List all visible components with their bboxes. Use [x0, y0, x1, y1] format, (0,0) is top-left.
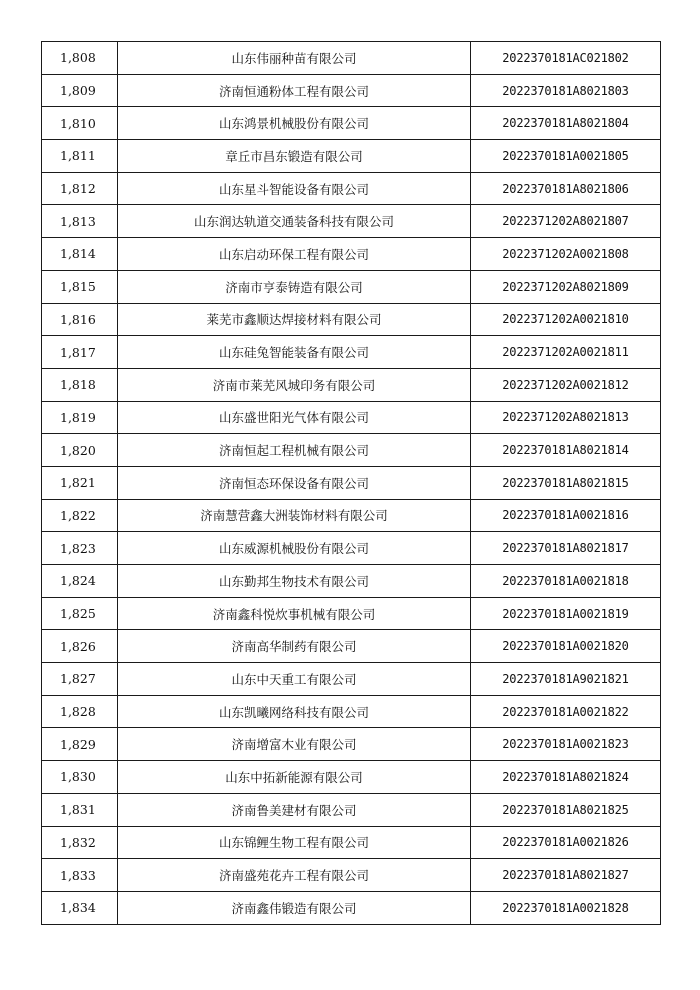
row-number-cell: 1,832 [42, 826, 118, 859]
registration-code-cell: 2022370181A8021817 [471, 532, 661, 565]
table-row [42, 42, 661, 75]
registration-code-cell: 2022370181A8021815 [471, 466, 661, 499]
table-row [42, 826, 661, 859]
table-row [42, 859, 661, 892]
table-row [42, 172, 661, 205]
company-name-cell: 山东勤邦生物技术有限公司 [118, 565, 471, 598]
row-number-cell: 1,834 [42, 891, 118, 924]
row-number-cell: 1,813 [42, 205, 118, 238]
row-number-cell: 1,833 [42, 859, 118, 892]
company-name-cell: 济南鑫伟锻造有限公司 [118, 891, 471, 924]
company-name-cell: 山东威源机械股份有限公司 [118, 532, 471, 565]
row-number-cell: 1,831 [42, 793, 118, 826]
table-row [42, 238, 661, 271]
row-number-cell: 1,830 [42, 761, 118, 794]
registration-code-cell: 2022370181A0021805 [471, 140, 661, 173]
registration-code-cell: 2022370181A8021814 [471, 434, 661, 467]
registration-code-cell: 2022370181A8021827 [471, 859, 661, 892]
row-number-cell: 1,811 [42, 140, 118, 173]
registration-code-cell: 2022371202A8021809 [471, 270, 661, 303]
table-row [42, 368, 661, 401]
table-row [42, 74, 661, 107]
registration-code-cell: 2022370181A8021806 [471, 172, 661, 205]
registration-code-cell: 2022371202A0021808 [471, 238, 661, 271]
company-name-cell: 济南恒通粉体工程有限公司 [118, 74, 471, 107]
table-row [42, 270, 661, 303]
company-name-cell: 山东润达轨道交通装备科技有限公司 [118, 205, 471, 238]
registration-code-cell: 2022370181A0021820 [471, 630, 661, 663]
row-number-cell: 1,826 [42, 630, 118, 663]
registration-code-cell: 2022370181A8021803 [471, 74, 661, 107]
company-name-cell: 济南慧营鑫大洲装饰材料有限公司 [118, 499, 471, 532]
row-number-cell: 1,828 [42, 695, 118, 728]
registration-code-cell: 2022370181A9021821 [471, 663, 661, 696]
registration-code-cell: 2022370181A0021818 [471, 565, 661, 598]
company-name-cell: 济南恒态环保设备有限公司 [118, 466, 471, 499]
row-number-cell: 1,829 [42, 728, 118, 761]
table-row [42, 532, 661, 565]
company-name-cell: 山东锦鲤生物工程有限公司 [118, 826, 471, 859]
company-name-cell: 山东盛世阳光气体有限公司 [118, 401, 471, 434]
registration-code-cell: 2022370181A0021819 [471, 597, 661, 630]
row-number-cell: 1,808 [42, 42, 118, 75]
registration-code-cell: 2022371202A0021810 [471, 303, 661, 336]
row-number-cell: 1,814 [42, 238, 118, 271]
row-number-cell: 1,822 [42, 499, 118, 532]
table-row [42, 793, 661, 826]
table-row [42, 205, 661, 238]
row-number-cell: 1,810 [42, 107, 118, 140]
row-number-cell: 1,819 [42, 401, 118, 434]
table-row [42, 891, 661, 924]
table-row [42, 401, 661, 434]
company-name-cell: 济南增富木业有限公司 [118, 728, 471, 761]
row-number-cell: 1,816 [42, 303, 118, 336]
table-row [42, 434, 661, 467]
company-name-cell: 山东硅兔智能装备有限公司 [118, 336, 471, 369]
company-name-cell: 章丘市昌东锻造有限公司 [118, 140, 471, 173]
company-name-cell: 山东星斗智能设备有限公司 [118, 172, 471, 205]
company-name-cell: 济南鲁美建材有限公司 [118, 793, 471, 826]
registration-code-cell: 2022370181A0021828 [471, 891, 661, 924]
row-number-cell: 1,823 [42, 532, 118, 565]
registration-code-cell: 2022370181A8021824 [471, 761, 661, 794]
row-number-cell: 1,824 [42, 565, 118, 598]
company-name-cell: 济南市亨泰铸造有限公司 [118, 270, 471, 303]
table-row [42, 565, 661, 598]
registration-code-cell: 2022370181AC021802 [471, 42, 661, 75]
company-name-cell: 济南市莱芜风城印务有限公司 [118, 368, 471, 401]
registration-code-cell: 2022371202A0021812 [471, 368, 661, 401]
table-body [42, 42, 661, 925]
registration-code-cell: 2022370181A0021823 [471, 728, 661, 761]
table-row [42, 107, 661, 140]
table-row [42, 663, 661, 696]
table-row [42, 499, 661, 532]
row-number-cell: 1,827 [42, 663, 118, 696]
company-name-cell: 山东中拓新能源有限公司 [118, 761, 471, 794]
table-row [42, 695, 661, 728]
company-name-cell: 山东启动环保工程有限公司 [118, 238, 471, 271]
registration-code-cell: 2022370181A0021822 [471, 695, 661, 728]
row-number-cell: 1,825 [42, 597, 118, 630]
registration-code-cell: 2022370181A0021816 [471, 499, 661, 532]
company-name-cell: 济南盛苑花卉工程有限公司 [118, 859, 471, 892]
row-number-cell: 1,818 [42, 368, 118, 401]
company-name-cell: 济南鑫科悦炊事机械有限公司 [118, 597, 471, 630]
registration-code-cell: 2022370181A8021825 [471, 793, 661, 826]
row-number-cell: 1,815 [42, 270, 118, 303]
table-row [42, 303, 661, 336]
registration-code-cell: 2022370181A8021804 [471, 107, 661, 140]
table-row [42, 597, 661, 630]
company-name-cell: 山东鸿景机械股份有限公司 [118, 107, 471, 140]
company-list-table [41, 41, 661, 925]
company-list-table-container [41, 41, 658, 925]
company-name-cell: 山东中天重工有限公司 [118, 663, 471, 696]
table-row [42, 630, 661, 663]
table-row [42, 336, 661, 369]
row-number-cell: 1,821 [42, 466, 118, 499]
company-name-cell: 济南高华制药有限公司 [118, 630, 471, 663]
registration-code-cell: 2022371202A8021807 [471, 205, 661, 238]
registration-code-cell: 2022371202A8021813 [471, 401, 661, 434]
company-name-cell: 山东凯曦网络科技有限公司 [118, 695, 471, 728]
company-name-cell: 济南恒起工程机械有限公司 [118, 434, 471, 467]
row-number-cell: 1,812 [42, 172, 118, 205]
table-row [42, 761, 661, 794]
registration-code-cell: 2022370181A0021826 [471, 826, 661, 859]
company-name-cell: 莱芜市鑫顺达焊接材料有限公司 [118, 303, 471, 336]
row-number-cell: 1,817 [42, 336, 118, 369]
company-name-cell: 山东伟丽种苗有限公司 [118, 42, 471, 75]
table-row [42, 728, 661, 761]
table-row [42, 466, 661, 499]
table-row [42, 140, 661, 173]
row-number-cell: 1,809 [42, 74, 118, 107]
registration-code-cell: 2022371202A0021811 [471, 336, 661, 369]
row-number-cell: 1,820 [42, 434, 118, 467]
